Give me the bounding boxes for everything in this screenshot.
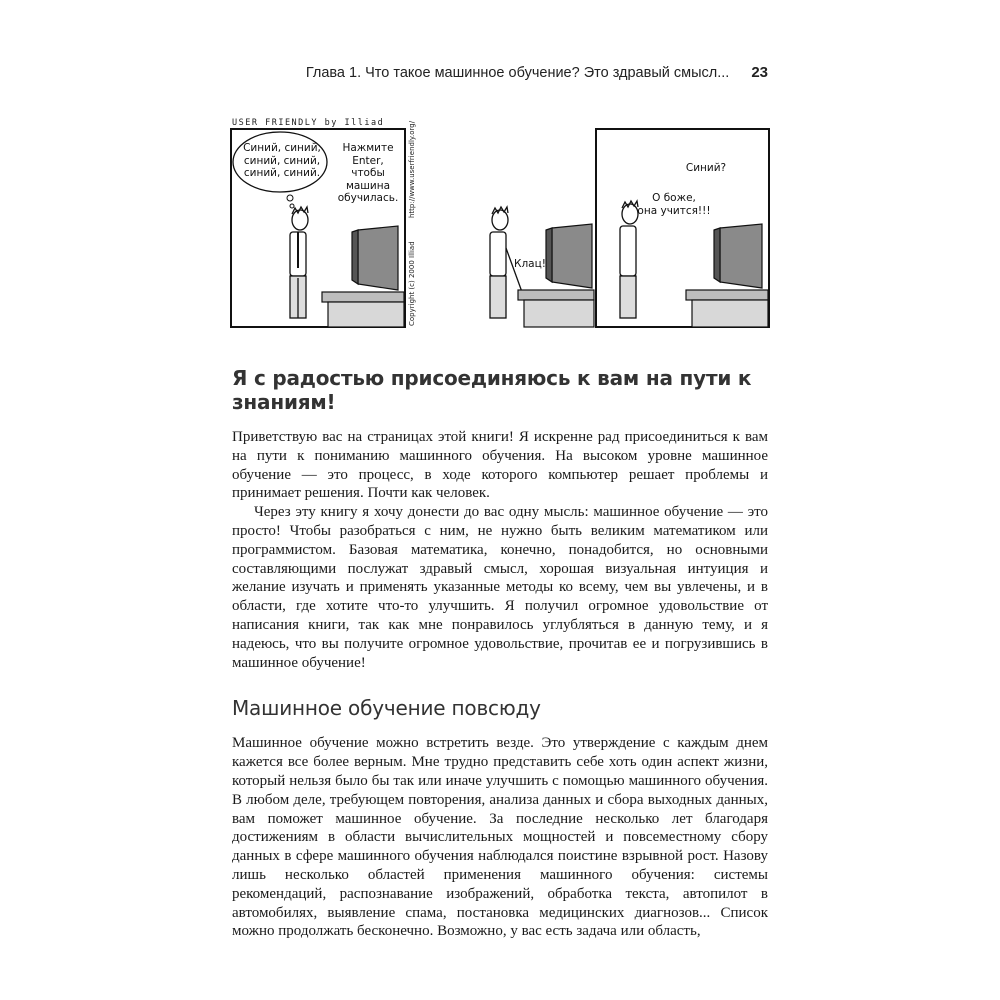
comic-strip: [230, 118, 770, 330]
panel-3-computer-speech: Синий?: [685, 162, 727, 174]
panel-1-thought: Синий, синий, синий, синий, синий, синий.: [243, 142, 321, 179]
running-head: [232, 64, 768, 90]
panel-2-sound: Клац!: [514, 258, 546, 270]
comic-copyright: Copyright (c) 2000 Illiad: [408, 241, 416, 326]
section-1-paragraph-1: Приветствую вас на страницах этой книги! Я искренне рад присоединиться к вам на пути к пониманию машинного обучения. На высоком уровне машинное обучение — это процесс, в ходе которого компьютер решает проблемы и принимает решения. Почти как человек.: [232, 429, 768, 502]
comic-credit: USER FRIENDLY by Illiad: [232, 118, 385, 128]
section-1-title: Я с радостью присоединяюсь к вам на пути к знаниям!: [232, 366, 752, 414]
section-2-title: Машинное обучение повсюду: [232, 696, 541, 721]
section-1-paragraph-2: Через эту книгу я хочу донести до вас одну мысль: машинное обучение — это просто! Чтобы разобраться с ним, не нужно быть великим математиком или программистом. Базовая математика, конечно, понадобится, но основными составляющими послужат здравый смысл, хорошая визуальная интуиция и желание изучать и применять указанные методы ко всему, чем вы увлечены, и в области, где хотите что-то улучшить. Я получил огромное удовольствие от написания книги, так как мне понравилось углубляться в данную тему, и я надеюсь, что вы получите огромное удовольствие, прочитав ее и погрузившись в машинное обучение!: [232, 504, 768, 671]
person-panel-3: [620, 201, 638, 318]
computer-panel-1: [322, 226, 404, 327]
section-1-body: [232, 428, 768, 672]
chapter-title: Глава 1. Что такое машинное обучение? Это здравый смысл...: [305, 65, 730, 81]
person-panel-1: [290, 207, 308, 318]
panel-3-person-speech: О боже, она учится!!!: [637, 192, 711, 217]
page-content: [232, 366, 768, 941]
panel-1-caption: Нажмите Enter, чтобы машина обучилась.: [337, 142, 399, 204]
computer-panel-2: [518, 224, 594, 327]
comic-url: http://www.userfriendly.org/: [408, 120, 416, 218]
section-2-paragraph: Машинное обучение можно встретить везде. Это утверждение с каждым днем кажется все более верным. Мне трудно представить себе хоть один аспект жизни, который нельзя было бы так или иначе улучшить с помощью машинного обучения. В любом деле, требующем повторения, анализа данных и сбора выходных данных, вам поможет машинное обучение. За последние несколько лет благодаря достижениям в области вычислительных мощностей и повсеместному сбору данных в сфере машинного обучения наблюдался поистине взрывной рост. Назову лишь несколько областей применения машинного обучения: системы рекомендаций, распознавание изображений, обработка текста, автопилот в автомобилях, выявление спама, постановка медицинских диагнозов... Список можно продолжать бесконечно. Возможно, у вас есть задача или область,: [232, 735, 768, 940]
page-number: 23: [751, 64, 768, 81]
computer-panel-3: [686, 224, 768, 327]
